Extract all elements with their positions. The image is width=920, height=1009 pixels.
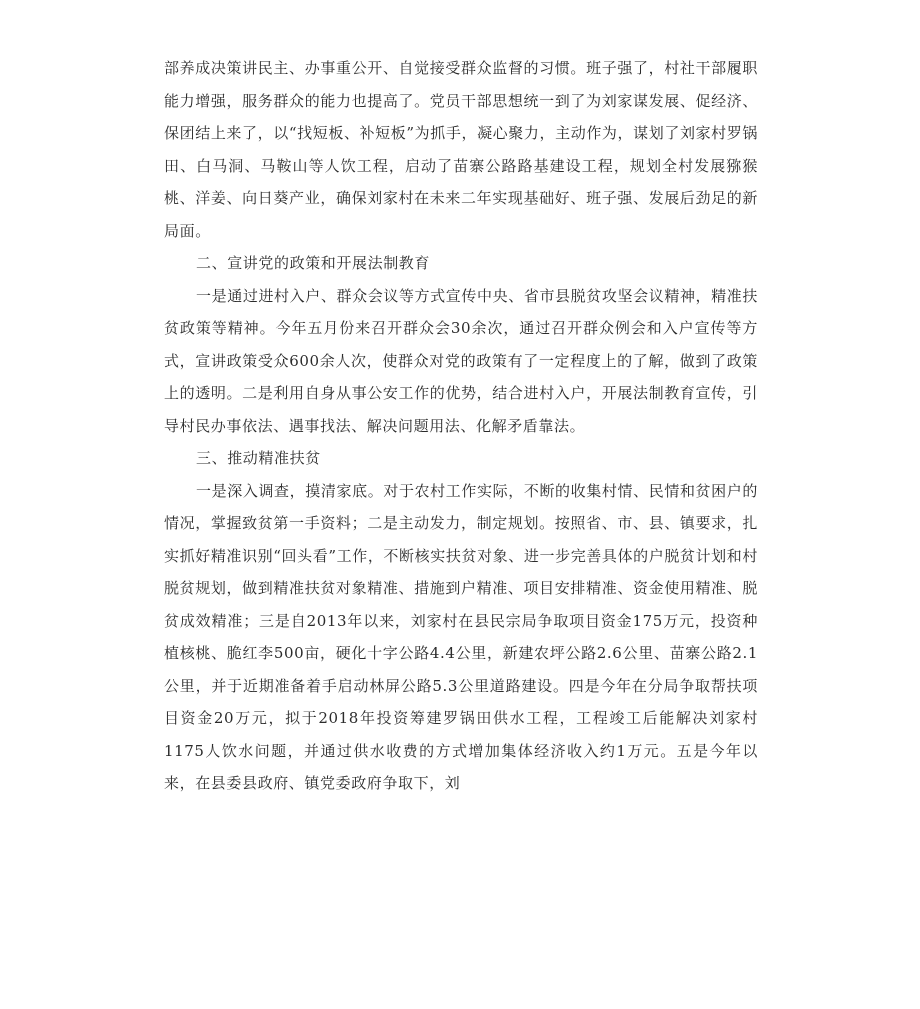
paragraph-continuation: 部养成决策讲民主、办事重公开、自觉接受群众监督的习惯。班子强了，村社干部履职能力增强，服务群众的能力也提高了。党员干部思想统一到了为刘家谋发展、促经济、保团结上来了，以“找短板、补短板”为抓手，凝心聚力，主动作为，谋划了刘家村罗锅田、白马洞、马鞍山等人饮工程，启动了苗寨公路路基建设工程，规划全村发展猕猴桃、洋姜、向日葵产业，确保刘家村在未来二年实现基础好、班子强、发展后劲足的新局面。 bbox=[164, 59, 758, 240]
document-body bbox=[164, 52, 758, 800]
section-heading-policy-education: 二、宣讲党的政策和开展法制教育 bbox=[196, 254, 431, 272]
paragraph-policy-education: 一是通过进村入户、群众会议等方式宣传中央、省市县脱贫攻坚会议精神，精准扶贫政策等精神。今年五月份来召开群众会30余次，通过召开群众例会和入户宣传等方式，宣讲政策受众600余人次，使群众对党的政策有了一定程度上的了解，做到了政策上的透明。二是利用自身从事公安工作的优势，结合进村入户，开展法制教育宣传，引导村民办事依法、遇事找法、解决问题用法、化解矛盾靠法。 bbox=[164, 286, 758, 435]
paragraph-poverty-alleviation: 一是深入调查，摸清家底。对于农村工作实际，不断的收集村情、民情和贫困户的情况，掌握致贫第一手资料；二是主动发力，制定规划。按照省、市、县、镇要求，扎实抓好精准识别“回头看”工作，不断核实扶贫对象、进一步完善具体的户脱贫计划和村脱贫规划，做到精准扶贫对象精准、措施到户精准、项目安排精准、资金使用精准、脱贫成效精准；三是自2013年以来，刘家村在县民宗局争取项目资金175万元，投资种植核桃、脆红李500亩，硬化十字公路4.4公里，新建农坪公路2.6公里、苗寨公路2.1公里，并于近期准备着手启动林屏公路5.3公里道路建设。四是今年在分局争取帮扶项目资金20万元，拟于2018年投资筹建罗锅田供水工程，工程竣工后能解决刘家村1175人饮水问题，并通过供水收费的方式增加集体经济收入约1万元。五是今年以来，在县委县政府、镇党委政府争取下，刘 bbox=[164, 481, 758, 792]
section-heading-poverty-alleviation: 三、推动精准扶贫 bbox=[196, 449, 321, 467]
